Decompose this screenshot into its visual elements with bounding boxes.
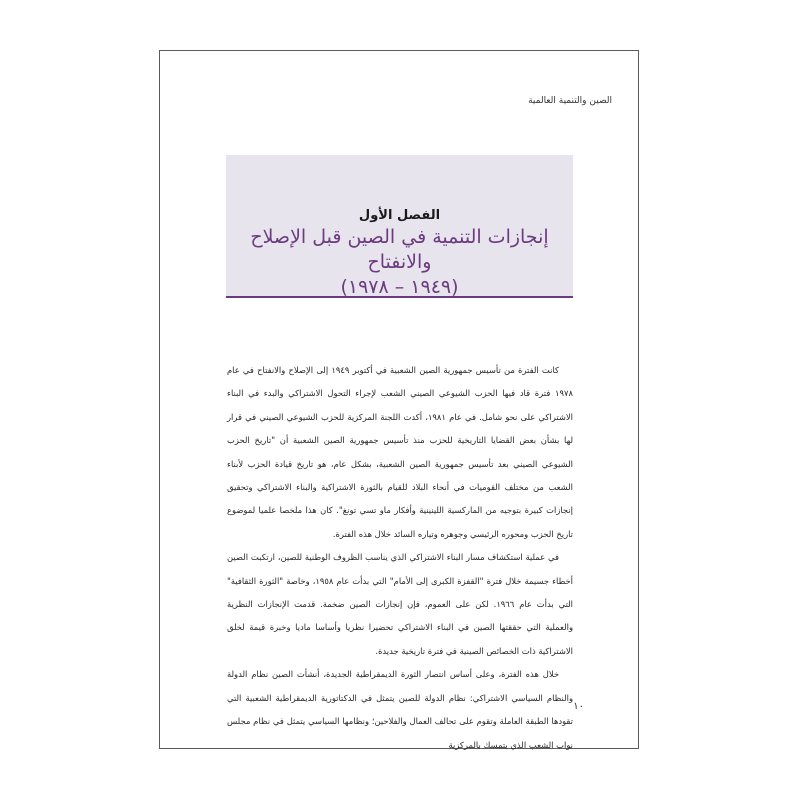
chapter-number: الفصل الأول [358,208,441,223]
body-text [227,359,573,757]
chapter-dates: (١٩٤٩ – ١٩٧٨) [340,276,459,298]
chapter-heading-box [226,155,573,298]
paragraph: خلال هذه الفترة، وعلى أساس انتصار الثورة الديمقراطية الجديدة، أنشأت الصين نظام الدولة والنظام السياسي الاشتراكي: نظام الدولة للصين يتمثل في الدكتاتورية الديمقراطية الشعبية التي تقودها الطبقة العاملة وتقوم على تحالف العمال والفلاحين؛ ونظامها السياسي يتمثل في نظام مجلس نواب الشعب الذي يتمسك بالمركزية [227,669,573,750]
paragraph: في عملية استكشاف مسار البناء الاشتراكي الذي يناسب الظروف الوطنية للصين، ارتكبت الصين أخطاء جسيمة خلال فترة "القفزة الكبرى إلى الأمام" التي بدأت عام ١٩٥٨، وخاصة "الثورة الثقافية" التي بدأت عام ١٩٦٦. لكن على العموم، فإن إنجازات الصين ضخمة. قدمت الإنجازات النظرية والعملية التي حققتها الصين في البناء الاشتراكي تحضيرا نظريا وأساسا ماديا وخبرة قيمة لخلق الاشتراكية ذات الخصائص الصينية في فترة تاريخية جديدة. [227,552,573,656]
book-page [159,50,639,749]
page-number: ١٠ [573,701,584,712]
running-header: الصين والتنمية العالمية [528,96,612,106]
paragraph: كانت الفترة من تأسيس جمهورية الصين الشعبية في أكتوبر ١٩٤٩ إلى الإصلاح والانفتاح في عام ١٩٧٨ فترة قاد فيها الحزب الشيوعي الصيني الشعب لإجراء التحول الاشتراكي والبدء في البناء الاشتراكي على نحو شامل. في عام ١٩٨١، أكدت اللجنة المركزية للحزب الشيوعي الصيني في قرار لها بشأن بعض القضايا التاريخية للحزب منذ تأسيس جمهورية الصين الشعبية أن "تاريخ الحزب الشيوعي الصيني بعد تأسيس جمهورية الصين الشعبية، بشكل عام، هو تاريخ قيادة الحزب لأبناء الشعب من مختلف القوميات في أنحاء البلاد للقيام بالثورة الاشتراكية والبناء الاشتراكي وتحقيق إنجازات كبيرة بتوجيه من الماركسية اللينينية وأفكار ماو تسي تونغ". كان هذا ملخصا علميا لموضوع تاريخ الحزب ومحوره الرئيسي وجوهره وتياره السائد خلال هذه الفترة. [227,365,573,539]
chapter-title: إنجازات التنمية في الصين قبل الإصلاح والانفتاح [250,226,549,273]
